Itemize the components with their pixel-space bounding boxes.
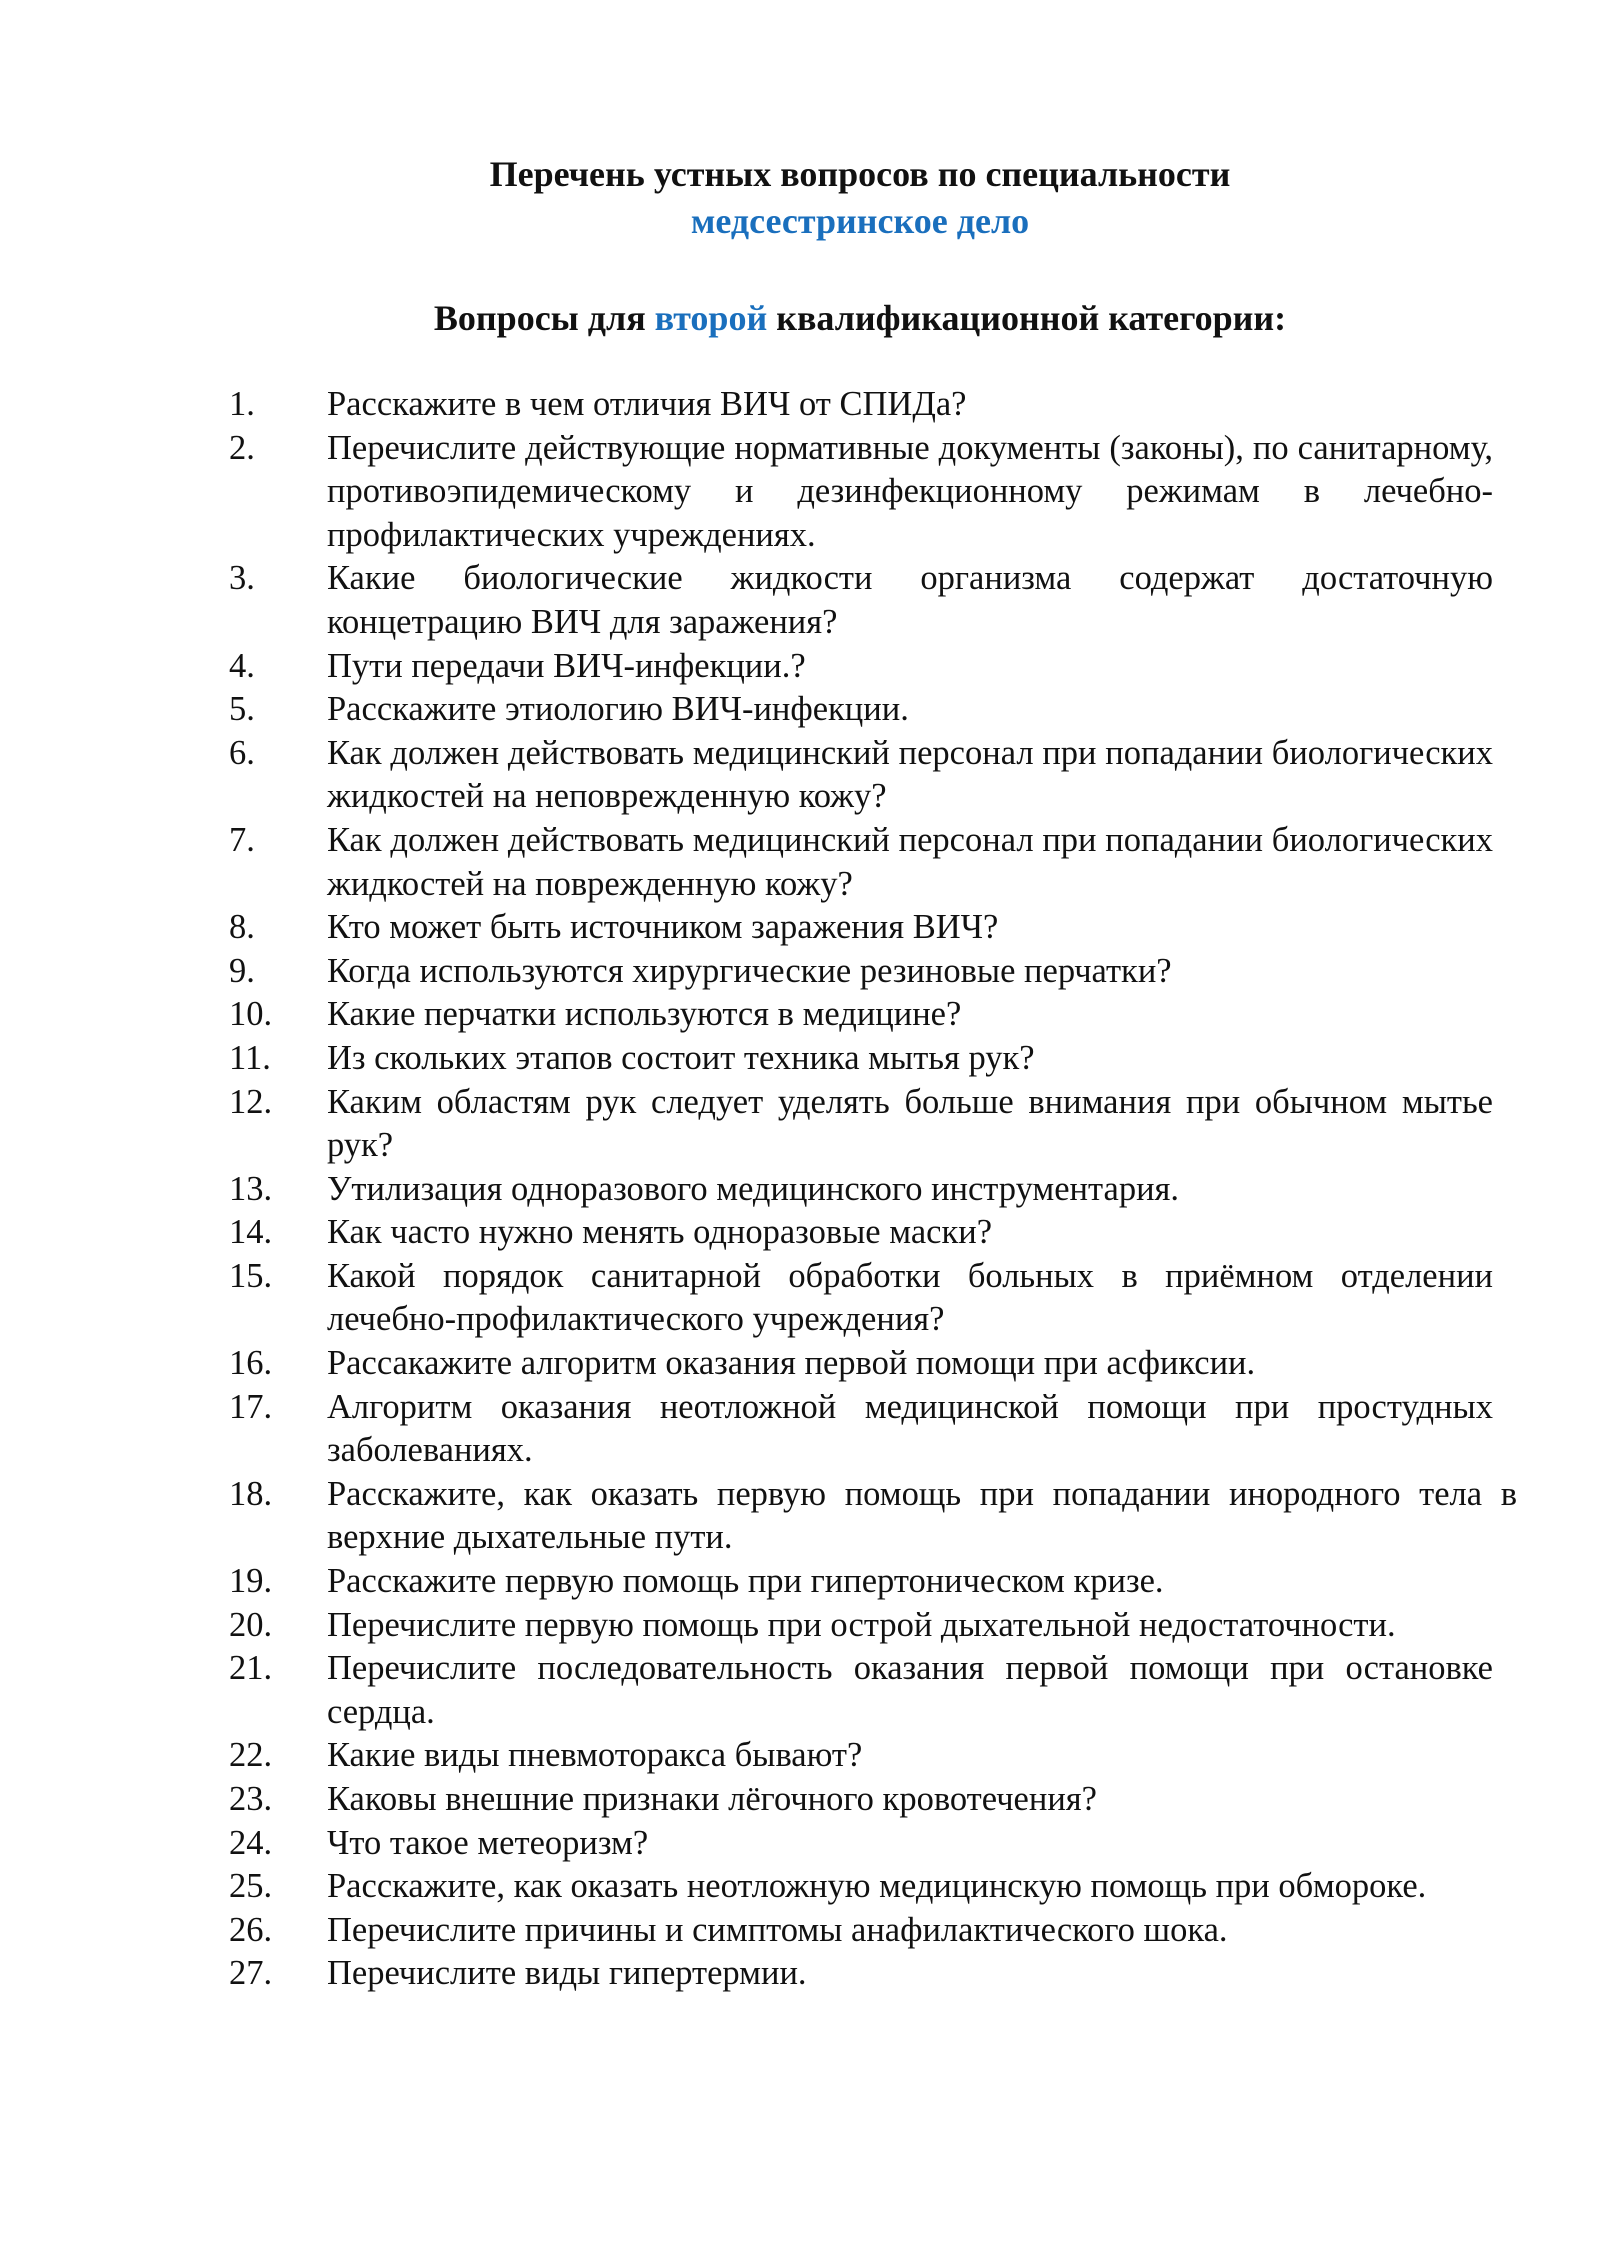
question-number: 21.: [229, 1649, 273, 1688]
question-item: [0, 688, 1600, 732]
question-text: Перечислите последовательность оказания первой помощи при остановке сердца.: [327, 1649, 1493, 1731]
questions-list: [0, 383, 1600, 1996]
question-text: Перечислите первую помощь при острой дыхательной недостаточности.: [327, 1605, 1396, 1644]
question-number: 15.: [229, 1256, 273, 1295]
question-number: 5.: [229, 690, 255, 729]
question-text: Как часто нужно менять одноразовые маски?: [327, 1213, 993, 1252]
question-text: Расскажите первую помощь при гипертоническом кризе.: [327, 1562, 1164, 1601]
question-text: Каким областям рук следует уделять больше внимания при обычном мытье рук?: [327, 1082, 1493, 1165]
question-number: 18.: [229, 1474, 273, 1513]
question-text: Какой порядок санитарной обработки больных в приёмном отделении лечебно-профилактического учреждения?: [327, 1256, 1493, 1339]
question-item: [0, 1473, 1600, 1560]
question-text: Каковы внешние признаки лёгочного кровотечения?: [327, 1780, 1097, 1818]
question-text: Расскажите в чем отличия ВИЧ от СПИДа?: [327, 385, 967, 423]
question-item: [0, 1211, 1600, 1255]
question-text: Кто может быть источником заражения ВИЧ?: [327, 908, 999, 947]
question-item: [0, 1822, 1600, 1866]
question-text: Рассакажите алгоритм оказания первой помощи при асфиксии.: [327, 1344, 1256, 1383]
question-text: Какие биологические жидкости организма содержат достаточную концетрацию ВИЧ для заражения?: [327, 559, 1493, 641]
question-item: [0, 1604, 1600, 1648]
question-text: Перечислите действующие нормативные документы (законы), по санитарному, противоэпидемическому и дезинфекционному режимам в лечебно-профилактических учреждениях.: [327, 428, 1493, 554]
question-number: 23.: [229, 1780, 273, 1818]
question-item: [0, 819, 1600, 906]
question-number: 13.: [229, 1169, 273, 1208]
question-item: [0, 1342, 1600, 1386]
question-number: 11.: [229, 1038, 271, 1077]
category-heading: [0, 295, 1600, 342]
question-item: [0, 1734, 1600, 1778]
question-text: Из скольких этапов состоит техника мытья рук?: [327, 1038, 1035, 1077]
question-item: [0, 1037, 1600, 1081]
question-text: Расскажите, как оказать первую помощь при попадании инородного тела в верхние дыхательные пути.: [327, 1474, 1517, 1557]
question-number: 27.: [229, 1954, 273, 1993]
question-number: 2.: [229, 428, 255, 467]
question-text: Что такое метеоризм?: [327, 1823, 649, 1862]
question-item: [0, 645, 1600, 689]
question-item: [0, 950, 1600, 994]
question-text: Расскажите, как оказать неотложную медицинскую помощь при обмороке.: [327, 1867, 1427, 1906]
question-number: 12.: [229, 1082, 273, 1121]
question-item: [0, 1168, 1600, 1212]
question-number: 14.: [229, 1213, 273, 1252]
question-item: [0, 993, 1600, 1037]
question-text: Как должен действовать медицинский персонал при попадании биологических жидкостей на поврежденную кожу?: [327, 820, 1493, 903]
question-item: [0, 1909, 1600, 1953]
question-text: Алгоритм оказания неотложной медицинской помощи при простудных заболеваниях.: [327, 1387, 1493, 1470]
question-text: Перечислите виды гипертермии.: [327, 1954, 807, 1993]
question-item: [0, 1778, 1600, 1822]
question-number: 24.: [229, 1823, 273, 1862]
question-number: 26.: [229, 1910, 273, 1949]
question-text: Перечислите причины и симптомы анафилактического шока.: [327, 1910, 1228, 1949]
question-item: [0, 1952, 1600, 1996]
question-number: 8.: [229, 908, 255, 947]
question-text: Когда используются хирургические резиновые перчатки?: [327, 951, 1172, 990]
question-number: 22.: [229, 1736, 273, 1775]
question-item: [0, 383, 1600, 427]
question-text: Утилизация одноразового медицинского инструментария.: [327, 1169, 1180, 1208]
title-line-2-specialty: медсестринское дело: [690, 201, 1030, 241]
question-number: 4.: [229, 646, 255, 685]
question-text: Пути передачи ВИЧ-инфекции.?: [327, 646, 806, 685]
question-item: [0, 1255, 1600, 1342]
question-number: 20.: [229, 1605, 273, 1644]
heading-prefix: Вопросы для: [433, 298, 655, 338]
question-item: [0, 1647, 1600, 1734]
document-title: [0, 151, 1600, 245]
heading-category-highlight: второй: [654, 298, 768, 338]
heading-suffix: квалификационной категории:: [767, 298, 1287, 338]
question-item: [0, 1386, 1600, 1473]
question-text: Какие перчатки используются в медицине?: [327, 995, 962, 1034]
question-number: 3.: [229, 559, 255, 598]
question-number: 16.: [229, 1344, 273, 1383]
title-line-1: Перечень устных вопросов по специальности: [489, 154, 1231, 194]
question-item: [0, 1560, 1600, 1604]
question-item: [0, 427, 1600, 558]
question-number: 1.: [229, 385, 255, 423]
question-item: [0, 1865, 1600, 1909]
question-number: 10.: [229, 995, 273, 1034]
question-number: 6.: [229, 733, 255, 772]
question-number: 7.: [229, 820, 255, 859]
question-text: Расскажите этиологию ВИЧ-инфекции.: [327, 690, 909, 729]
question-number: 19.: [229, 1562, 273, 1601]
question-text: Какие виды пневмоторакса бывают?: [327, 1736, 863, 1775]
question-item: [0, 1081, 1600, 1168]
question-number: 17.: [229, 1387, 273, 1426]
question-text: Как должен действовать медицинский персонал при попадании биологических жидкостей на неповрежденную кожу?: [327, 733, 1493, 816]
question-number: 25.: [229, 1867, 273, 1906]
question-item: [0, 732, 1600, 819]
question-item: [0, 906, 1600, 950]
question-item: [0, 557, 1600, 644]
question-number: 9.: [229, 951, 255, 990]
